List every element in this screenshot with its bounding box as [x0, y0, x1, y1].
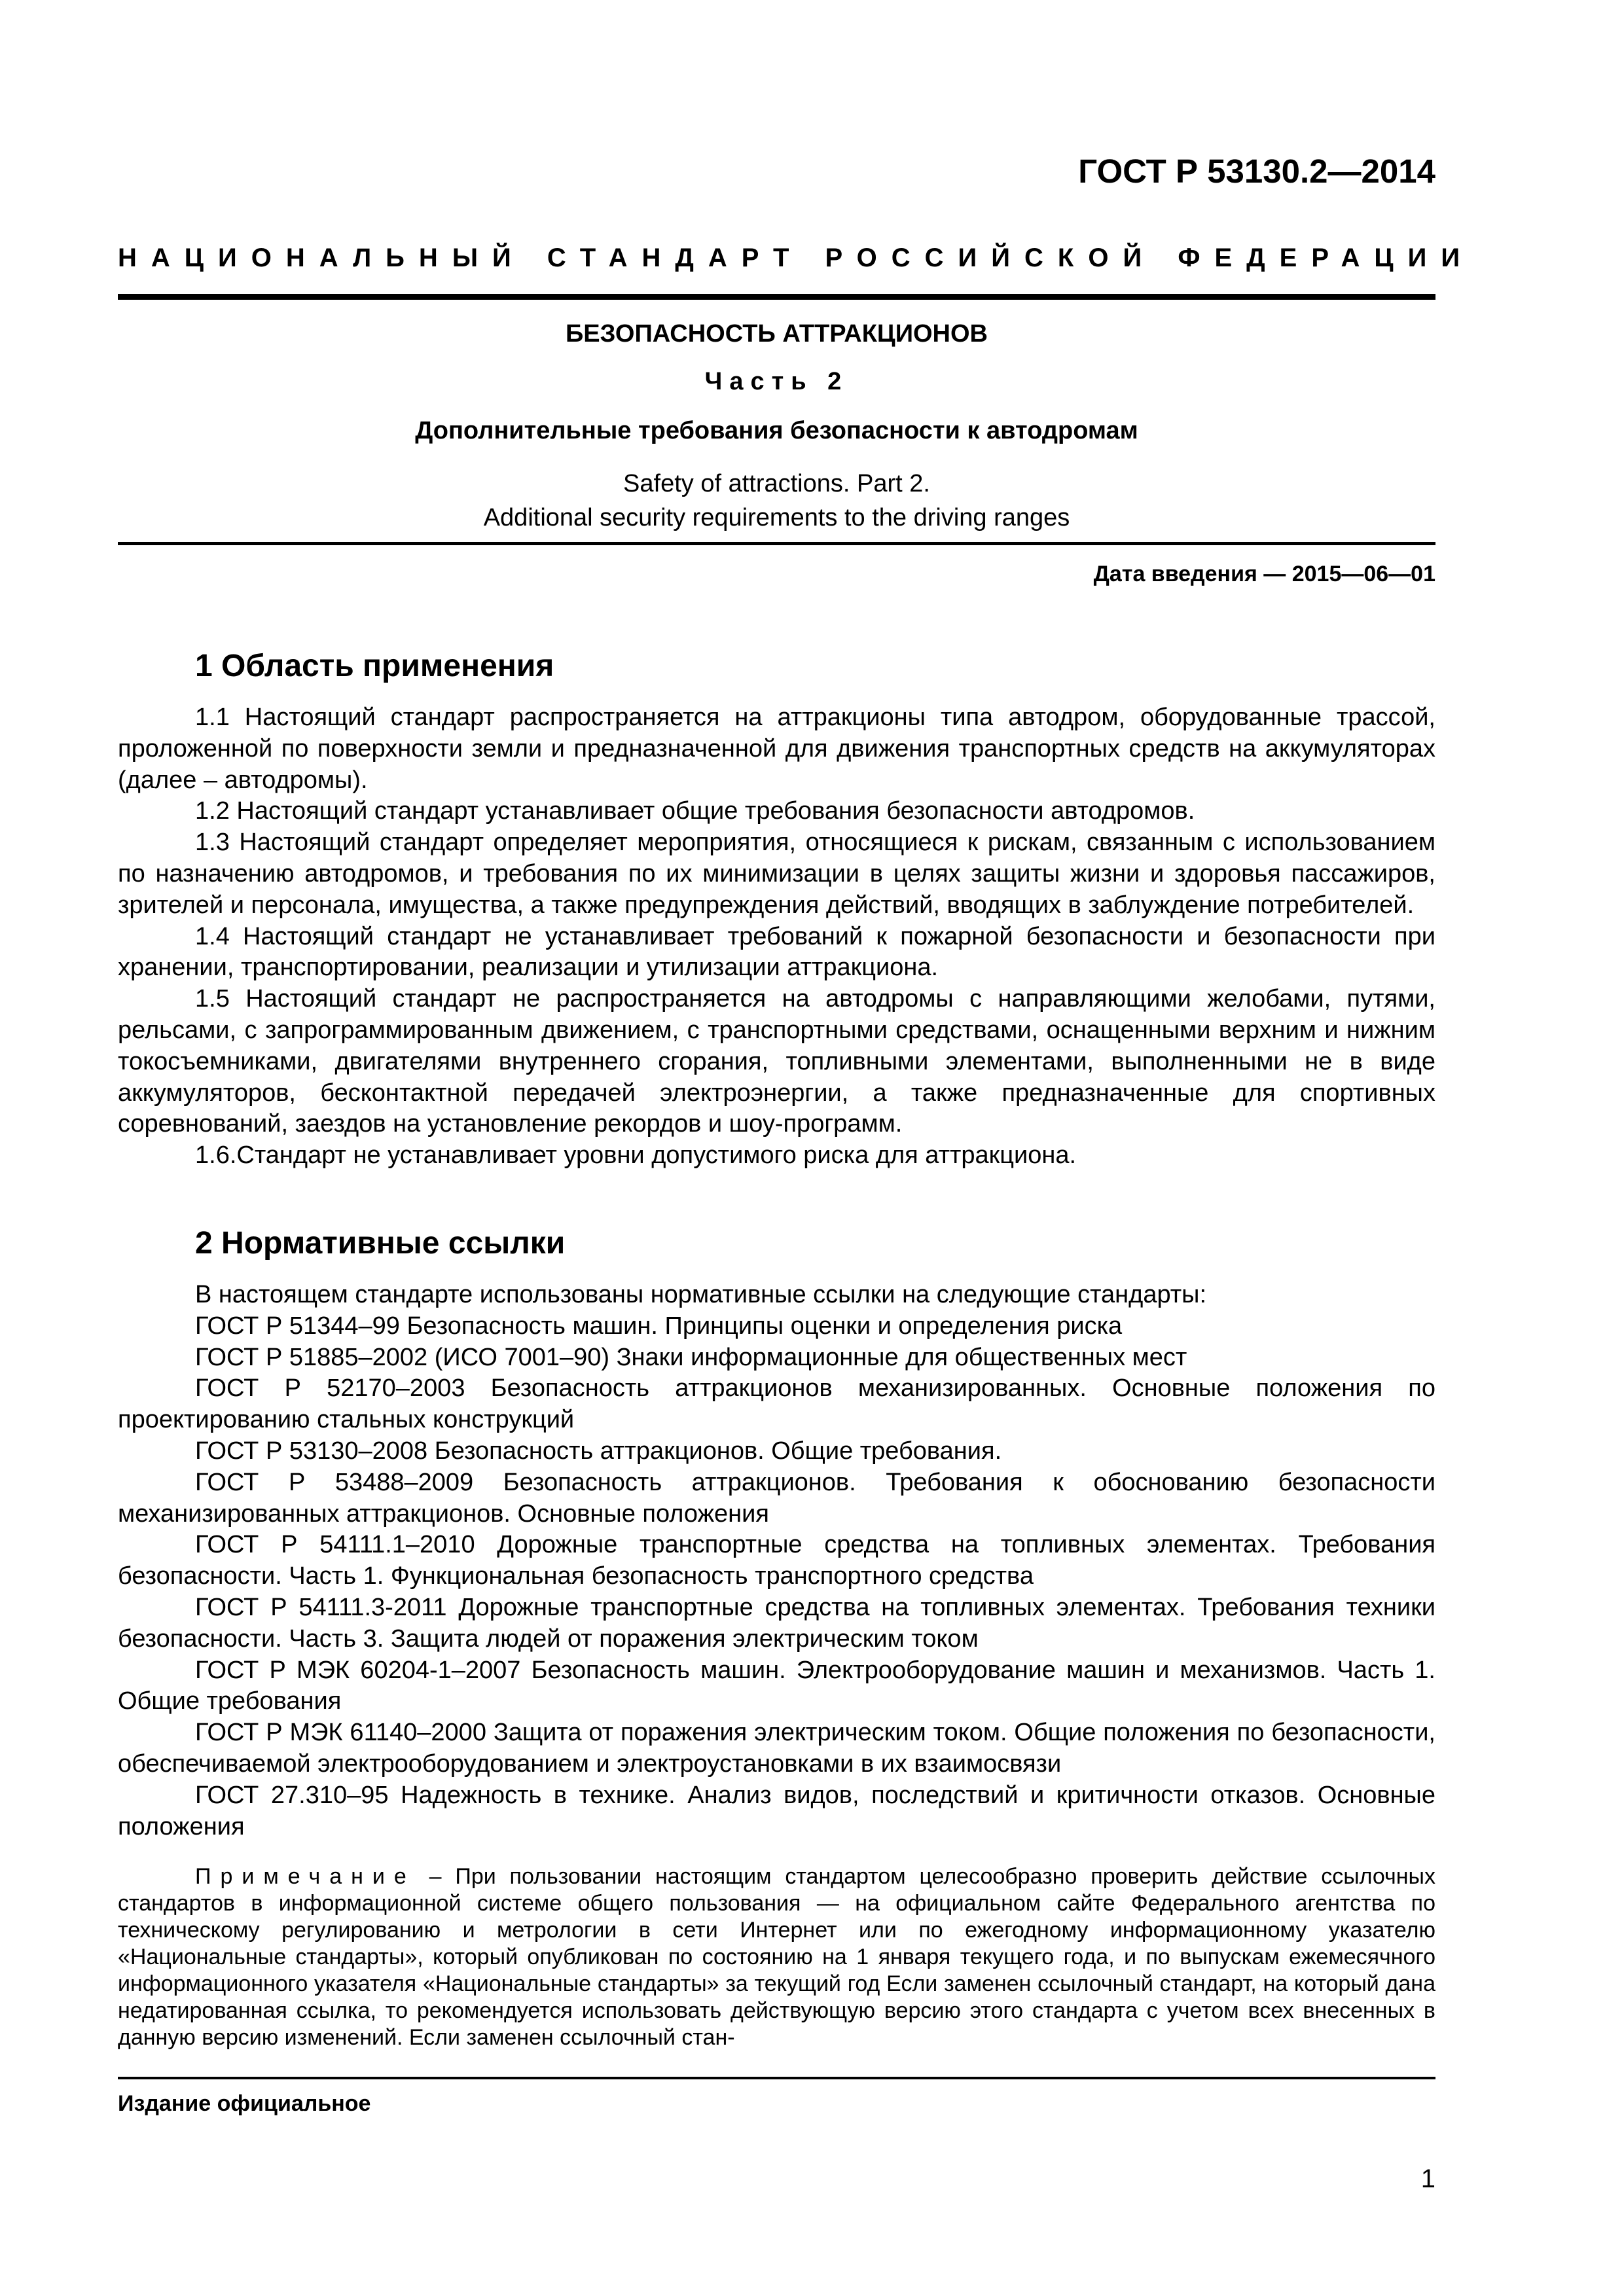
page-number: 1	[1420, 2164, 1435, 2193]
paragraph-1-4: 1.4 Настоящий стандарт не устанавливает требований к пожарной безопасности и безопасности при хранении, транспортировании, реализации и утилизации аттракциона.	[118, 922, 1435, 982]
note-block	[118, 1863, 1435, 2051]
section-2-body	[118, 1280, 1435, 1842]
reference-item: ГОСТ Р 52170–2003 Безопасность аттракционов механизированных. Основные положения по проектированию стальных конструкций	[118, 1374, 1435, 1434]
reference-item: ГОСТ Р 53130–2008 Безопасность аттракционов. Общие требования.	[195, 1437, 1002, 1465]
footer-divider	[118, 2077, 1435, 2079]
title-divider	[118, 542, 1435, 545]
english-title	[118, 467, 1435, 535]
note-text: – При пользовании настоящим стандартом целесообразно проверить действие ссылочных стандартов в информационной системе общего пользования — на официальном сайте Федерального агентства по техническому регулированию и метрологии в сети Интернет или по ежегодному информационному указателю «Национальные стандарты», который опубликован по состоянию на 1 января текущего года, и по выпускам ежемесячного информационного указателя «Национальные стандарты» за текущий год Если заменен ссылочный стандарт, на который дана недатированная ссылка, то рекомендуется использовать действующую версию этого стандарта с учетом всех внесенных в данную версию изменений. Если заменен ссылочный стан-	[118, 1864, 1435, 2050]
paragraph-1-1: 1.1 Настоящий стандарт распространяется на аттракционы типа автодром, оборудованные трассой, проложенной по поверхности земли и предназначенной для движения транспортных средств на аккумуляторах (далее – автодромы).	[118, 704, 1435, 794]
document-subtitle: Дополнительные требования безопасности к автодромам	[415, 417, 1138, 444]
official-edition-label: Издание официальное	[118, 2091, 371, 2116]
reference-item: ГОСТ Р МЭК 60204-1–2007 Безопасность машин. Электрооборудование машин и механизмов. Часть 1. Общие требования	[118, 1656, 1435, 1715]
national-standard-banner: НАЦИОНАЛЬНЫЙ СТАНДАРТ РОССИЙСКОЙ ФЕДЕРАЦИИ	[118, 243, 1475, 272]
introduction-date: Дата введения — 2015—06—01	[1093, 562, 1435, 586]
paragraph-1-3: 1.3 Настоящий стандарт определяет мероприятия, относящиеся к рискам, связанным с использованием по назначению автодромов, и требования по их минимизации в целях защиты жизни и здоровья пассажиров, зрителей и персонала, имущества, а также предупреждения действий, вводящих в заблуждение потребителей.	[118, 829, 1435, 919]
reference-item: ГОСТ 27.310–95 Надежность в технике. Анализ видов, последствий и критичности отказов. Основные положения	[118, 1781, 1435, 1840]
section-2-heading: 2 Нормативные ссылки	[195, 1226, 566, 1261]
paragraph-1-6: 1.6.Стандарт не устанавливает уровни допустимого риска для аттракциона.	[195, 1141, 1077, 1170]
reference-item: ГОСТ Р 54111.3-2011 Дорожные транспортные средства на топливных элементах. Требования техники безопасности. Часть 3. Защита людей от поражения электрическим током	[118, 1593, 1435, 1653]
part-label: Часть 2	[704, 368, 849, 395]
reference-item: ГОСТ Р 51885–2002 (ИСО 7001–90) Знаки информационные для общественных мест	[195, 1343, 1187, 1371]
paragraph-1-2: 1.2 Настоящий стандарт устанавливает общие требования безопасности автодромов.	[195, 797, 1195, 825]
document-title: БЕЗОПАСНОСТЬ АТТРАКЦИОНОВ	[565, 320, 988, 348]
paragraph-1-5: 1.5 Настоящий стандарт не распространяется на автодромы с направляющими желобами, путями, рельсами, с запрограммированным движением, с транспортными средствами, оснащенными верхним и нижним токосъемниками, двигателями внутреннего сгорания, топливными элементами, выполненными не в виде аккумуляторов, бесконтактной передачей электроэнергии, а также предназначенные для спортивных соревнований, заездов на установление рекордов и шоу-программ.	[118, 985, 1435, 1138]
references-intro: В настоящем стандарте использованы нормативные ссылки на следующие стандарты:	[195, 1281, 1207, 1308]
reference-item: ГОСТ Р МЭК 61140–2000 Защита от поражения электрическим током. Общие положения по безопасности, обеспечиваемой электрооборудованием и электроустановками в их взаимосвязи	[118, 1719, 1435, 1778]
document-number: ГОСТ Р 53130.2—2014	[1078, 152, 1435, 190]
top-divider	[118, 294, 1435, 300]
reference-item: ГОСТ Р 51344–99 Безопасность машин. Принципы оценки и определения риска	[195, 1312, 1123, 1340]
section-1-body	[118, 702, 1435, 1172]
reference-item: ГОСТ Р 53488–2009 Безопасность аттракционов. Требования к обоснованию безопасности механизированных аттракционов. Основные положения	[118, 1468, 1435, 1528]
note-label: Примечание	[195, 1864, 416, 1889]
reference-item: ГОСТ Р 54111.1–2010 Дорожные транспортные средства на топливных элементах. Требования безопасности. Часть 1. Функциональная безопасность транспортного средства	[118, 1531, 1435, 1590]
section-1-heading: 1 Область применения	[195, 649, 554, 683]
english-title-line2: Additional security requirements to the driving ranges	[483, 504, 1070, 531]
english-title-line1: Safety of attractions. Part 2.	[623, 470, 930, 497]
